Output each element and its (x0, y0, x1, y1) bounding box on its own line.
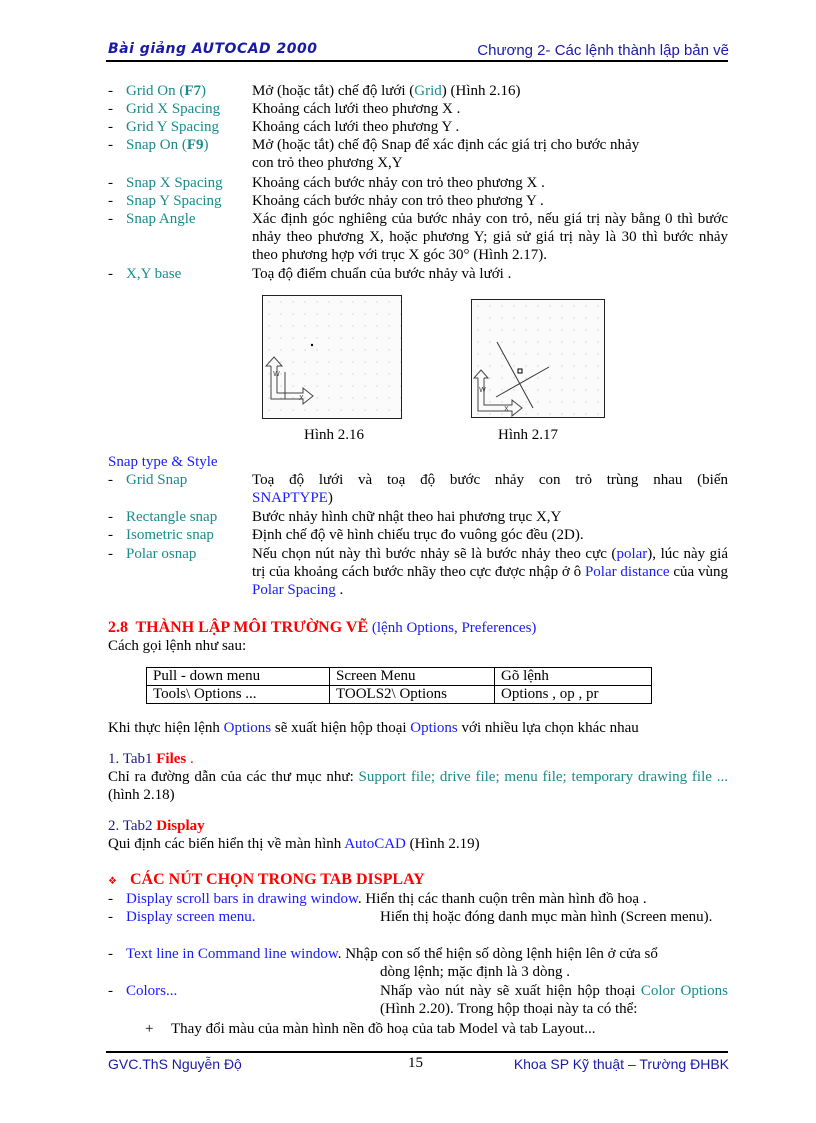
footer-author: GVC.ThS Nguyễn Độ (108, 1056, 242, 1072)
figure-2-16-grid (262, 295, 402, 419)
description: Khoảng cách bước nhảy con trỏ theo phương Y . (252, 193, 544, 209)
dash-bullet: - (108, 909, 113, 925)
ucs-icon (472, 300, 604, 417)
figure-2-17-snap-angle (471, 299, 605, 418)
term: Polar osnap (126, 546, 197, 562)
term: Isometric snap (126, 527, 214, 543)
description: Khoảng cách lưới theo phương Y . (252, 119, 460, 135)
dash-bullet: - (108, 119, 113, 135)
description: Mở (hoặc tắt) chế độ Snap để xác định các giá trị cho bước nhảy con trỏ theo phương X,Y (252, 137, 640, 171)
description: Mở (hoặc tắt) chế độ lưới (Grid) (Hình 2.16) (252, 83, 521, 99)
description: Định chế độ vẽ hình chiếu trục đo vuông góc đều (2D). (252, 527, 584, 543)
section-heading-2-8: 2.8 THÀNH LẬP MÔI TRƯỜNG VẼ (lệnh Options, Preferences) (108, 619, 537, 636)
description: Nếu chọn nút này thì bước nhảy sẽ là bước nhảy theo cực (polar), lúc này giá trị của khoảng cách bước nhãy theo cực được nhập ở ô Polar distance của vùng Polar Spacing . (252, 546, 728, 598)
footer-divider (106, 1051, 728, 1053)
term: Display scroll bars in drawing window. Hiển thị các thanh cuộn trên màn hình đồ hoạ . (126, 891, 647, 907)
term: Snap On (F9) (126, 137, 209, 153)
svg-text:X: X (299, 394, 304, 402)
snap-type-heading: Snap type & Style (108, 454, 218, 470)
table-header: Gõ lệnh (495, 668, 652, 686)
svg-text:W: W (273, 370, 280, 378)
description: Toạ độ lưới và toạ độ bước nhảy con trỏ trùng nhau (biến SNAPTYPE) (252, 472, 728, 506)
dash-bullet: - (108, 193, 113, 209)
term: Snap X Spacing (126, 175, 223, 191)
description: dòng lệnh; mặc định là 3 dòng . (380, 964, 570, 980)
term: Snap Y Spacing (126, 193, 222, 209)
term: Colors... (126, 983, 178, 999)
description: Khoảng cách bước nhảy con trỏ theo phương X . (252, 175, 545, 191)
table-header: Pull - down menu (147, 668, 330, 686)
section-title: THÀNH LẬP MÔI TRƯỜNG VẼ (135, 619, 369, 636)
dash-bullet: - (108, 266, 113, 282)
term: Snap Angle (126, 211, 196, 227)
page-number: 15 (408, 1055, 423, 1071)
table-cell: Tools\ Options ... (147, 686, 330, 704)
tab2-description: Qui định các biến hiển thị về màn hình AutoCAD (Hình 2.19) (108, 836, 480, 852)
figure-caption: Hình 2.17 (498, 427, 558, 443)
dash-bullet: - (108, 891, 113, 907)
diamond-bullet-icon: ❖ (108, 876, 117, 887)
ucs-icon (263, 296, 401, 418)
dash-bullet: - (108, 211, 113, 227)
dash-bullet: - (108, 546, 113, 562)
sub-item-text: Thay đổi màu của màn hình nền đồ hoạ của tab Model và tab Layout... (171, 1021, 596, 1037)
header-chapter-title: Chương 2- Các lệnh thành lập bản vẽ (477, 42, 729, 59)
description: Nhấp vào nút này sẽ xuất hiện hộp thoại Color Options (Hình 2.20). Trong hộp thoại này ta có thể: (380, 983, 728, 1017)
plus-bullet: + (145, 1021, 154, 1037)
section-subtitle: (lệnh Options, Preferences) (371, 620, 537, 636)
table-header: Screen Menu (330, 668, 495, 686)
dash-bullet: - (108, 946, 113, 962)
term: Rectangle snap (126, 509, 218, 525)
dash-bullet: - (108, 472, 113, 488)
table-header-row (147, 668, 652, 686)
description: Bước nhảy hình chữ nhật theo hai phương trục X,Y (252, 509, 562, 525)
dash-bullet: - (108, 509, 113, 525)
description: Toạ độ điểm chuẩn của bước nhảy và lưới . (252, 266, 512, 282)
tab2-heading: 2. Tab2 Display (108, 818, 205, 834)
term: Display screen menu. (126, 909, 256, 925)
options-paragraph: Khi thực hiện lệnh Options sẽ xuất hiện hộp thoại Options với nhiều lựa chọn khác nhau (108, 720, 639, 736)
tab1-heading: 1. Tab1 Files . (108, 751, 194, 767)
table-row (147, 686, 652, 704)
svg-text:X: X (504, 405, 509, 413)
dash-bullet: - (108, 101, 113, 117)
command-intro: Cách gọi lệnh như sau: (108, 638, 247, 654)
dash-bullet: - (108, 137, 113, 153)
figure-caption: Hình 2.16 (304, 427, 364, 443)
description: Khoảng cách lưới theo phương X . (252, 101, 461, 117)
heading-text: CÁC NÚT CHỌN TRONG TAB DISPLAY (130, 871, 425, 888)
dash-bullet: - (108, 83, 113, 99)
description: Hiển thị hoặc đóng danh mục màn hình (Screen menu). (380, 909, 713, 925)
term: Grid Snap (126, 472, 188, 488)
header-divider (106, 60, 728, 62)
footer-institution: Khoa SP Kỹ thuật – Trường ĐHBK (513, 1056, 729, 1072)
command-table (146, 667, 652, 704)
dash-bullet: - (108, 175, 113, 191)
table-cell: TOOLS2\ Options (330, 686, 495, 704)
header-course-title: Bài giảng AUTOCAD 2000 (108, 41, 318, 57)
svg-text:W: W (479, 386, 486, 394)
table-cell: Options , op , pr (495, 686, 652, 704)
description: Xác định góc nghiêng của bước nhảy con trỏ, nếu giá trị này bằng 0 thì bước nhảy theo phương X, hoặc phương Y; giả sử giá trị này là 30 thì bước nhảy theo phương hợp với trục X góc 30° (Hình 2.17). (252, 211, 728, 263)
term: Text line in Command line window. Nhập con số thể hiện số dòng lệnh hiện lên ở cửa sổ (126, 946, 658, 962)
tab1-description: Chỉ ra đường dẫn của các thư mục như: Support file; drive file; menu file; temporary drawing file ... (hình 2.18) (108, 769, 728, 803)
term: X,Y base (126, 266, 182, 282)
term: Grid Y Spacing (126, 119, 220, 135)
dash-bullet: - (108, 527, 113, 543)
term: Grid X Spacing (126, 101, 221, 117)
dash-bullet: - (108, 983, 113, 999)
term: Grid On (F7) (126, 83, 206, 99)
